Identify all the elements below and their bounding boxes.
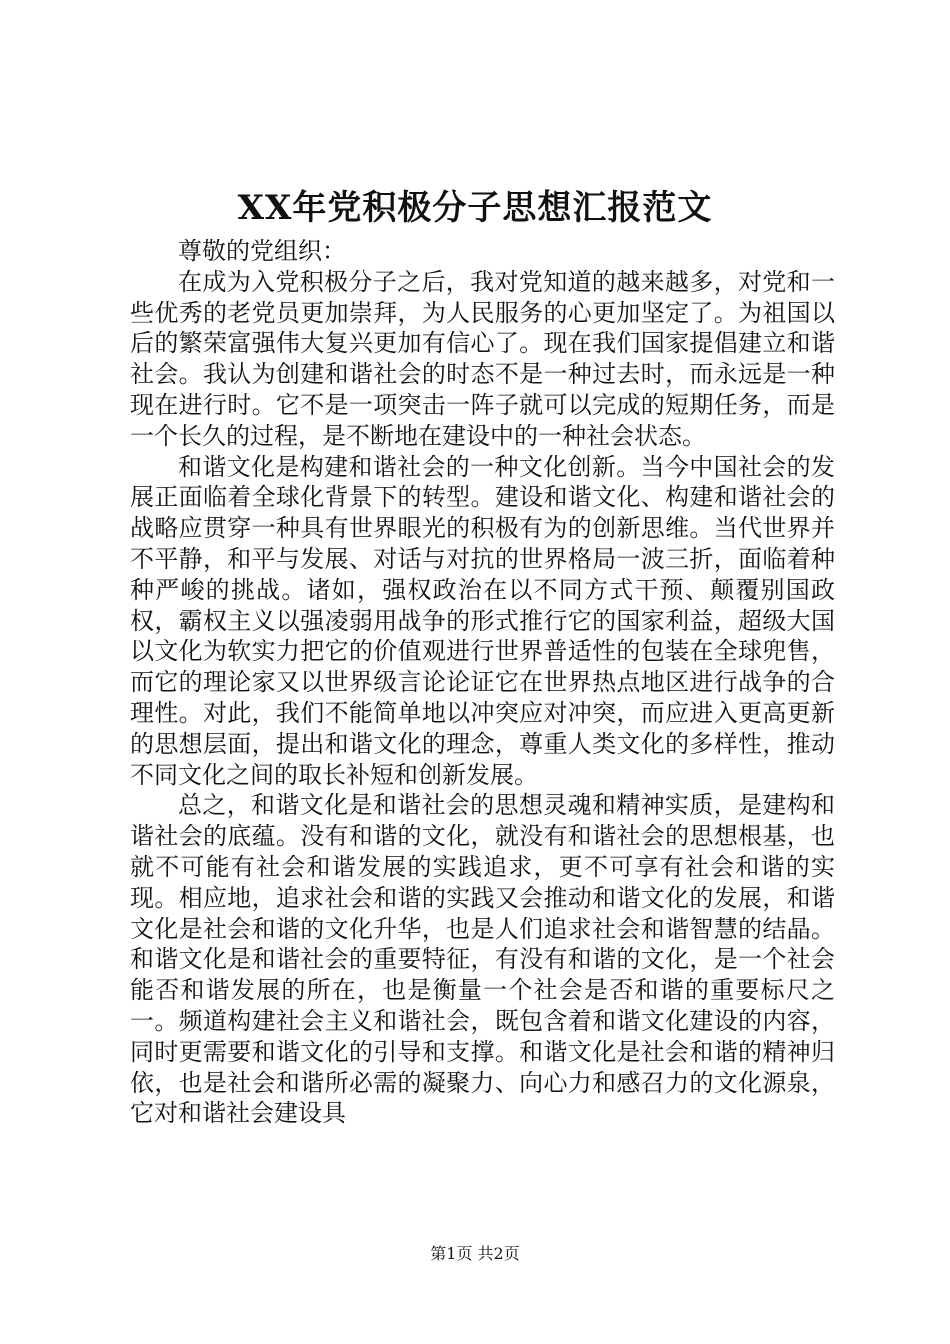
document-body [130,236,835,1129]
salutation: 尊敬的党组织： [178,237,346,265]
paragraph-1: 在成为入党积极分子之后，我对党知道的越来越多，对党和一些优秀的老党员更加崇拜，为人民服务的心更加坚定了。为祖国以后的繁荣富强伟大复兴更加有信心了。现在我们国家提倡建立和谐社会。我认为创建和谐社会的时态不是一种过去时，而永远是一种现在进行时。它不是一项突击一阵子就可以完成的短期任务，而是一个长久的过程，是不断地在建设中的一种社会状态。 [130,267,835,450]
paragraph-2: 和谐文化是构建和谐社会的一种文化创新。当今中国社会的发展正面临着全球化背景下的转型。建设和谐文化、构建和谐社会的战略应贯穿一种具有世界眼光的积极有为的创新思维。当代世界并不平静，和平与发展、对话与对抗的世界格局一波三折，面临着种种严峻的挑战。诸如，强权政治在以不同方式干预、颠覆别国政权，霸权主义以强凌弱用战争的形式推行它的国家利益，超级大国以文化为软实力把它的价值观进行世界普适性的包装在全球兜售，而它的理论家又以世界级言论论证它在世界热点地区进行战争的合理性。对此，我们不能简单地以冲突应对冲突，而应进入更高更新的思想层面，提出和谐文化的理念，尊重人类文化的多样性，推动不同文化之间的取长补短和创新发展。 [130,452,835,789]
document-title: XX年党积极分子思想汇报范文 [237,188,713,228]
paragraph-3: 总之，和谐文化是和谐社会的思想灵魂和精神实质，是建构和谐社会的底蕴。没有和谐的文化，就没有和谐社会的思想根基，也就不可能有社会和谐发展的实践追求，更不可享有社会和谐的实现。相应地，追求社会和谐的实践又会推动和谐文化的发展，和谐文化是社会和谐的文化升华，也是人们追求社会和谐智慧的结晶。和谐文化是和谐社会的重要特征，有没有和谐的文化，是一个社会能否和谐发展的所在，也是衡量一个社会是否和谐的重要标尺之一。频道构建社会主义和谐社会，既包含着和谐文化建设的内容，同时更需要和谐文化的引导和支撑。和谐文化是社会和谐的精神归依，也是社会和谐所必需的凝聚力、向心力和感召力的文化源泉，它对和谐社会建设具 [130,791,835,1128]
page-footer: 第1页 共2页 [430,1244,520,1263]
